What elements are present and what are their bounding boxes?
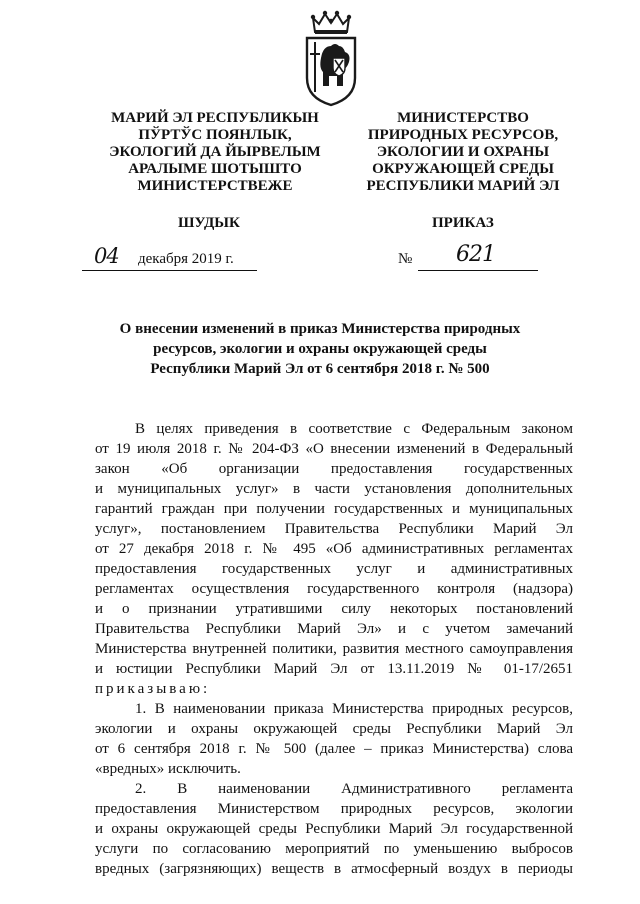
document-body <box>95 419 573 879</box>
date-field <box>82 244 257 271</box>
body-line: от 27 декабря 2018 г. № 495 «Об административных регламентах <box>95 541 573 557</box>
body-line: 2. В наименовании Административного регламента <box>135 781 573 797</box>
doc-type-russian: ПРИКАЗ <box>432 215 494 231</box>
small-shield-icon <box>333 58 345 76</box>
document-title-line: ресурсов, экологии и охраны окружающей среды <box>153 341 487 357</box>
ministry-name-mari-line: АРАЛЫМЕ ШОТЫШТО <box>128 161 302 177</box>
ministry-name-mari-line: МИНИСТЕРСТВЕЖЕ <box>137 178 293 194</box>
document-title-line: Республики Марий Эл от 6 сентября 2018 г. № 500 <box>150 361 490 377</box>
body-line: В целях приведения в соответствие с Федеральным законом <box>135 421 573 437</box>
ministry-name-russian-line: ЭКОЛОГИИ И ОХРАНЫ <box>376 144 550 160</box>
body-line: 1. В наименовании приказа Министерства природных ресурсов, <box>135 701 573 717</box>
date-day-handwritten: 04 <box>94 244 119 268</box>
body-line: экологии и охраны окружающей среды Республики Марий Эл <box>95 721 573 737</box>
date-month-year: декабря 2019 г. <box>138 251 234 267</box>
ministry-name-russian-line: ПРИРОДНЫХ РЕСУРСОВ, <box>367 127 559 143</box>
ministry-name-russian-line: ОКРУЖАЮЩЕЙ СРЕДЫ <box>372 161 554 177</box>
body-line: гарантий граждан при получении государственных и муниципальных <box>95 501 573 517</box>
body-line: Правительства Республики Марий Эл» и с учетом замечаний <box>95 621 573 637</box>
ministry-name-russian-line: МИНИСТЕРСТВО <box>397 110 529 126</box>
ministry-name-mari-line: МАРИЙ ЭЛ РЕСПУБЛИКЫН <box>111 110 319 126</box>
body-line: предоставления государственных услуг и административных <box>95 561 573 577</box>
number-field <box>418 242 538 271</box>
body-line: «вредных» исключить. <box>95 761 241 777</box>
crown-icon <box>311 11 351 34</box>
body-line: и о признании утратившими силу некоторых постановлений <box>95 601 573 617</box>
body-line: Министерства внутренней политики, развития местного самоуправления <box>95 641 573 657</box>
ministry-name-mari <box>100 110 330 195</box>
body-line: и охраны окружающей среды Республики Марий Эл государственной <box>95 821 573 837</box>
body-line: от 6 сентября 2018 г. № 500 (далее – приказ Министерства) слова <box>95 741 573 757</box>
body-line: и юстиции Республики Марий Эл от 13.11.2019 № 01-17/2651 <box>95 661 573 677</box>
body-line: от 19 июля 2018 г. № 204-ФЗ «О внесении изменений в Федеральный <box>95 441 573 457</box>
number-handwritten: 621 <box>456 242 495 267</box>
ministry-name-russian-line: РЕСПУБЛИКИ МАРИЙ ЭЛ <box>366 178 560 194</box>
ministry-name-mari-line: ЭКОЛОГИЙ ДА ЙЫРВЕЛЫМ <box>109 144 321 160</box>
body-line: регламентах осуществления государственного контроля (надзора) <box>95 581 573 597</box>
body-line: и муниципальных услуг» в части установления дополнительных <box>95 481 573 497</box>
body-line: закон «Об организации предоставления государственных <box>95 461 573 477</box>
coat-of-arms-emblem <box>299 10 363 108</box>
document-title-line: О внесении изменений в приказ Министерства природных <box>119 321 521 337</box>
ministry-name-russian <box>348 110 578 195</box>
document-title <box>110 319 530 379</box>
number-label: № <box>398 251 413 267</box>
ministry-name-mari-line: ПЎРТЎС ПОЯНЛЫК, <box>138 127 292 143</box>
doc-type-mari: ШУДЫК <box>178 215 240 231</box>
body-line-order-word: приказываю: <box>95 681 211 697</box>
body-line: предоставления Министерством природных ресурсов, экологии <box>95 801 573 817</box>
body-line: услуги по согласованию мероприятий по уменьшению выбросов <box>95 841 573 857</box>
body-line: услуг», постановлением Правительства Республики Марий Эл <box>95 521 573 537</box>
body-line: вредных (загрязняющих) веществ в атмосферный воздух в периоды <box>95 861 573 877</box>
